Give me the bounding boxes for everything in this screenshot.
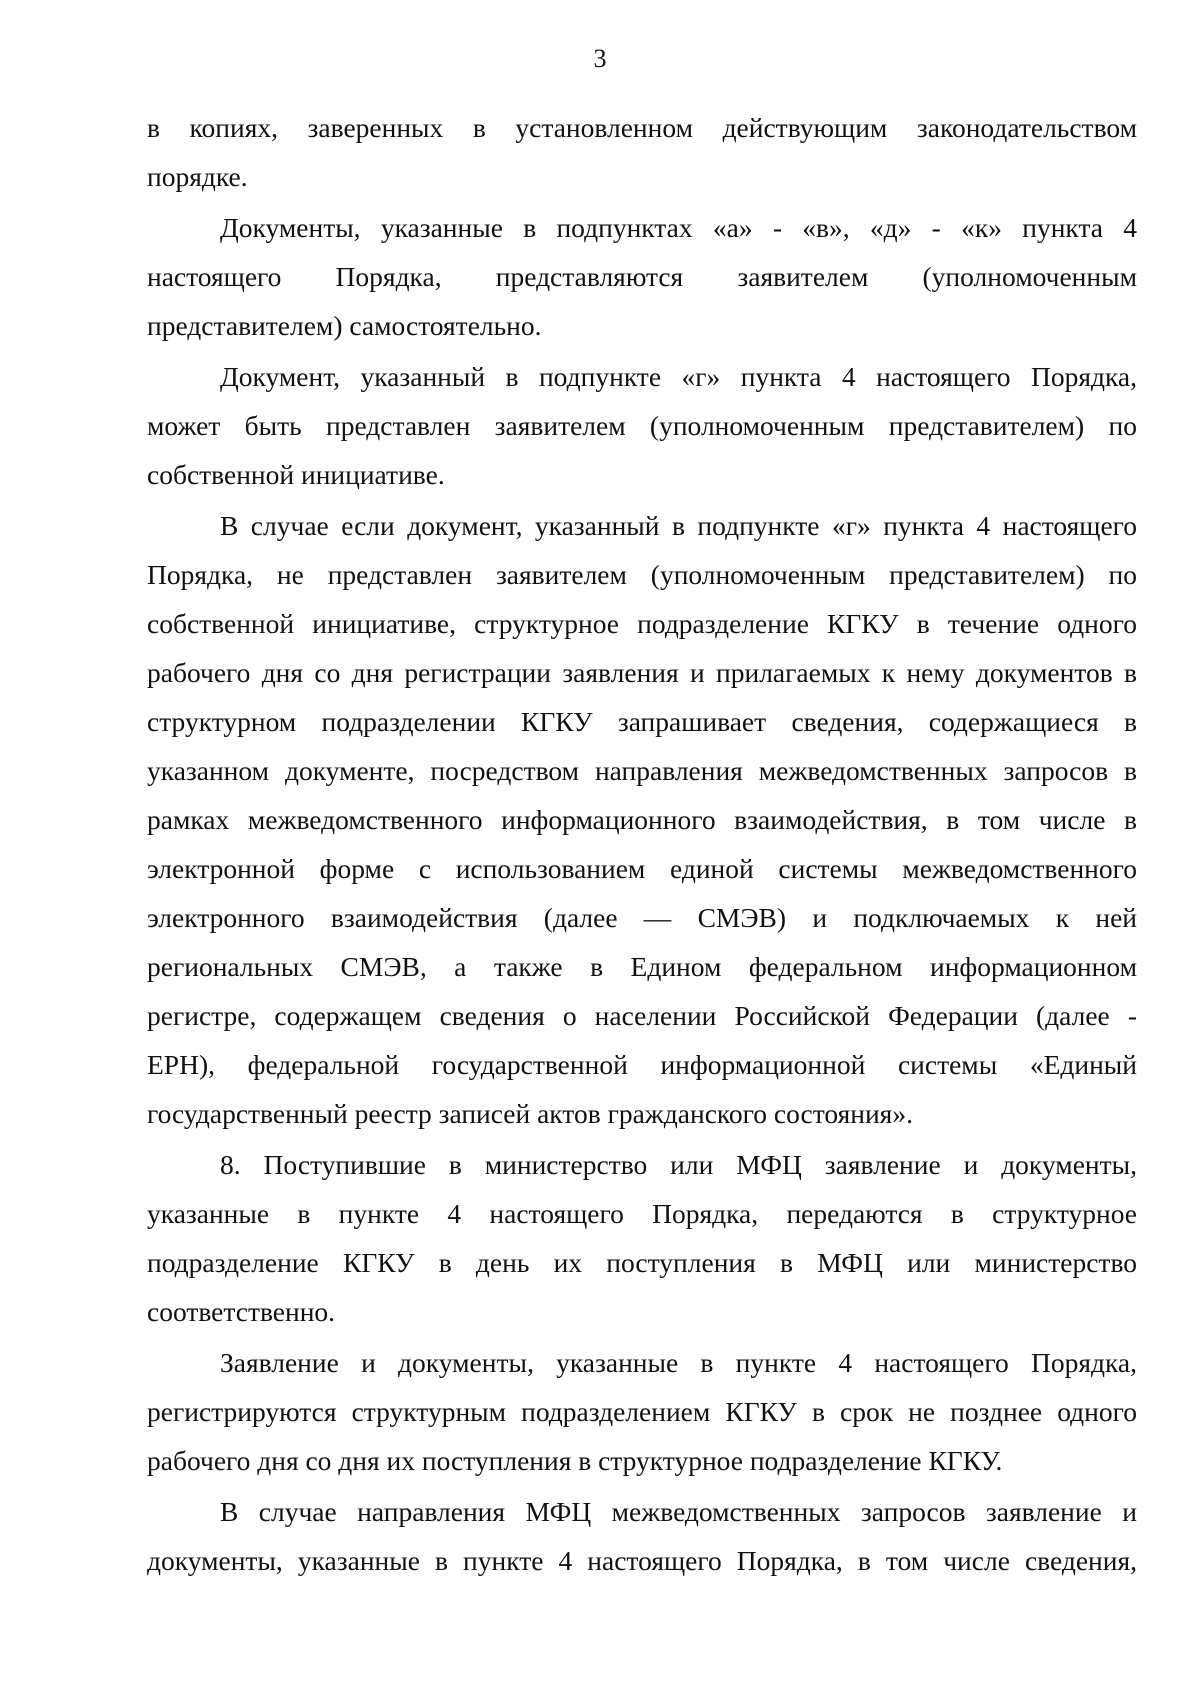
text-line: государственный реестр записей актов гражданского состояния». <box>147 1098 913 1129</box>
text-line: В случае направления МФЦ межведомственных запросов заявление и <box>220 1496 1137 1527</box>
text-line: может быть представлен заявителем (уполномоченным представителем) по <box>147 410 1137 441</box>
text-line: порядке. <box>147 161 248 192</box>
text-line: в копиях, заверенных в установленном действующим законодательством <box>147 112 1137 143</box>
text-line: электронной форме с использованием единой системы межведомственного <box>147 853 1137 884</box>
text-line: рамках межведомственного информационного взаимодействия, в том числе в <box>147 804 1137 835</box>
text-line: настоящего Порядка, представляются заявителем (уполномоченным <box>147 261 1137 292</box>
document-body <box>147 103 1137 1585</box>
text-line: Документ, указанный в подпункте «г» пункта 4 настоящего Порядка, <box>220 361 1137 392</box>
text-line: рабочего дня со дня регистрации заявления и прилагаемых к нему документов в <box>147 657 1137 688</box>
text-line: указанном документе, посредством направления межведомственных запросов в <box>147 755 1137 786</box>
paragraph-documents-self-submitted <box>147 203 1137 350</box>
paragraph-interagency-requests <box>147 501 1137 1138</box>
text-line: региональных СМЭВ, а также в Едином федеральном информационном <box>147 951 1137 982</box>
text-line: 8. Поступившие в министерство или МФЦ заявление и документы, <box>220 1149 1137 1180</box>
text-line: Заявление и документы, указанные в пункте 4 настоящего Порядка, <box>220 1347 1137 1378</box>
page-number: 3 <box>593 44 607 73</box>
text-line: рабочего дня со дня их поступления в структурное подразделение КГКУ. <box>147 1445 1003 1476</box>
paragraph-continuation <box>147 103 1137 201</box>
paragraph-mfc-requests <box>147 1487 1137 1585</box>
paragraph-item-8 <box>147 1140 1137 1336</box>
text-line: представителем) самостоятельно. <box>147 310 542 341</box>
text-line: Порядка, не представлен заявителем (уполномоченным представителем) по <box>147 559 1137 590</box>
text-line: собственной инициативе. <box>147 459 445 490</box>
text-line: структурном подразделении КГКУ запрашивает сведения, содержащиеся в <box>147 706 1137 737</box>
text-line: В случае если документ, указанный в подпункте «г» пункта 4 настоящего <box>220 510 1137 541</box>
text-line: электронного взаимодействия (далее — СМЭВ) и подключаемых к ней <box>147 902 1137 933</box>
text-line: указанные в пункте 4 настоящего Порядка, передаются в структурное <box>147 1198 1137 1229</box>
text-line: Документы, указанные в подпунктах «а» - «в», «д» - «к» пункта 4 <box>220 212 1137 243</box>
text-line: документы, указанные в пункте 4 настоящего Порядка, в том числе сведения, <box>147 1545 1137 1576</box>
paragraph-registration <box>147 1338 1137 1485</box>
text-line: регистре, содержащем сведения о населении Российской Федерации (далее - <box>147 1000 1137 1031</box>
text-line: соответственно. <box>147 1296 336 1327</box>
text-line: ЕРН), федеральной государственной информационной системы «Единый <box>147 1049 1137 1080</box>
text-line: регистрируются структурным подразделением КГКУ в срок не позднее одного <box>147 1396 1137 1427</box>
text-line: собственной инициативе, структурное подразделение КГКУ в течение одного <box>147 608 1137 639</box>
text-line: подразделение КГКУ в день их поступления в МФЦ или министерство <box>147 1247 1137 1278</box>
paragraph-document-g-initiative <box>147 352 1137 499</box>
